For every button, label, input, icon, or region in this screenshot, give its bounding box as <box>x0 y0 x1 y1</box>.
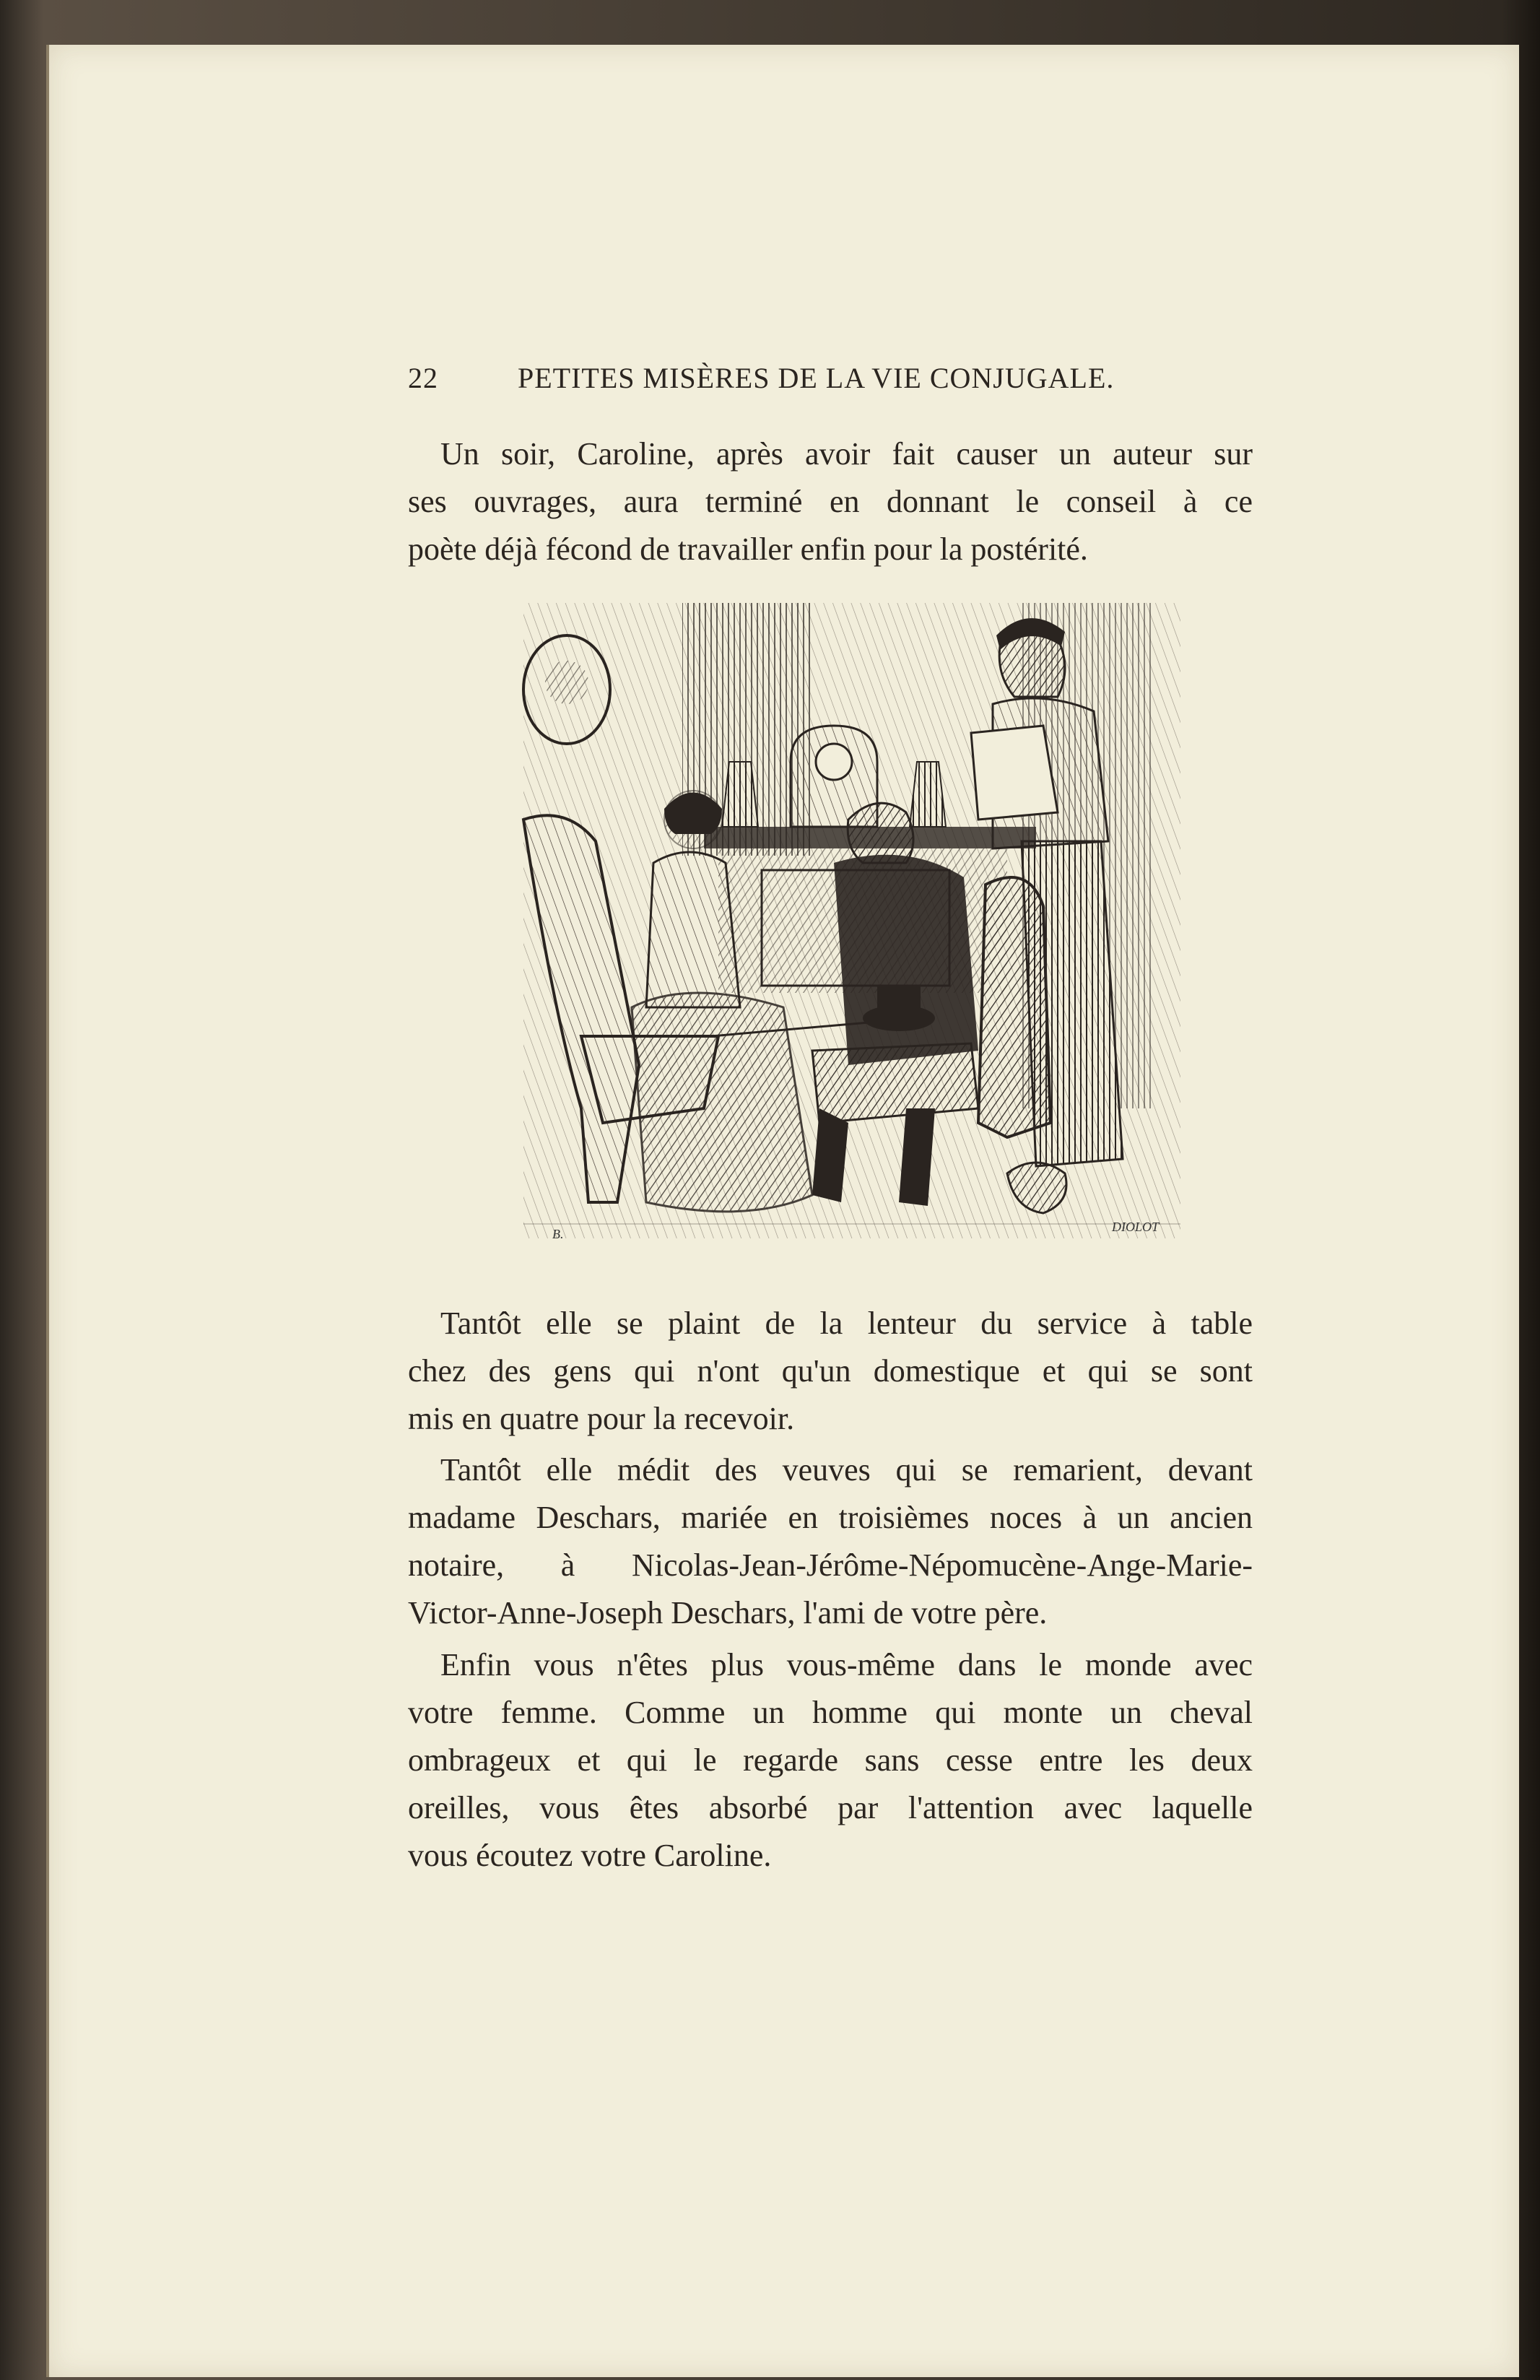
text-line: madame Deschars, mariée en troisièmes noces à un ancien <box>408 1500 1253 1535</box>
text-line: mis en quatre pour la recevoir. <box>408 1401 795 1436</box>
text-line: votre femme. Comme un homme qui monte un cheval <box>408 1695 1253 1730</box>
text-line: poète déjà fécond de travailler enfin pour la postérité. <box>408 531 1088 567</box>
text-line: ses ouvrages, aura terminé en donnant le conseil à ce <box>408 484 1253 519</box>
text-line: Victor-Anne-Joseph Deschars, l'ami de votre père. <box>408 1595 1048 1630</box>
artist-signature: B. <box>552 1227 564 1241</box>
text-line: Enfin vous n'êtes plus vous-même dans le monde avec <box>440 1647 1253 1682</box>
engraving-illustration <box>473 603 1217 1256</box>
text-line: Un soir, Caroline, après avoir fait causer un auteur sur <box>440 436 1253 472</box>
text-line: ombrageux et qui le regarde sans cesse entre les deux <box>408 1742 1253 1778</box>
engraver-signature: DIOLOT <box>1112 1220 1160 1234</box>
text-line: Tantôt elle se plaint de la lenteur du service à table <box>440 1306 1253 1341</box>
text-line: notaire, à Nicolas-Jean-Jérôme-Népomucène-Ange-Marie- <box>408 1547 1253 1583</box>
paragraph-1 <box>408 430 1253 573</box>
text-line: chez des gens qui n'ont qu'un domestique et qui se sont <box>408 1353 1253 1389</box>
paragraph-2 <box>408 1300 1253 1443</box>
paragraph-4 <box>408 1641 1253 1880</box>
text-line: vous écoutez votre Caroline. <box>408 1838 772 1873</box>
running-title: PETITES MISÈRES DE LA VIE CONJUGALE. <box>518 362 1115 394</box>
text-line: Tantôt elle médit des veuves qui se remarient, devant <box>440 1452 1253 1488</box>
page-number: 22 <box>408 362 438 394</box>
running-header <box>408 361 1195 404</box>
paragraph-3 <box>408 1446 1253 1637</box>
text-line: oreilles, vous êtes absorbé par l'attention avec laquelle <box>408 1790 1253 1825</box>
